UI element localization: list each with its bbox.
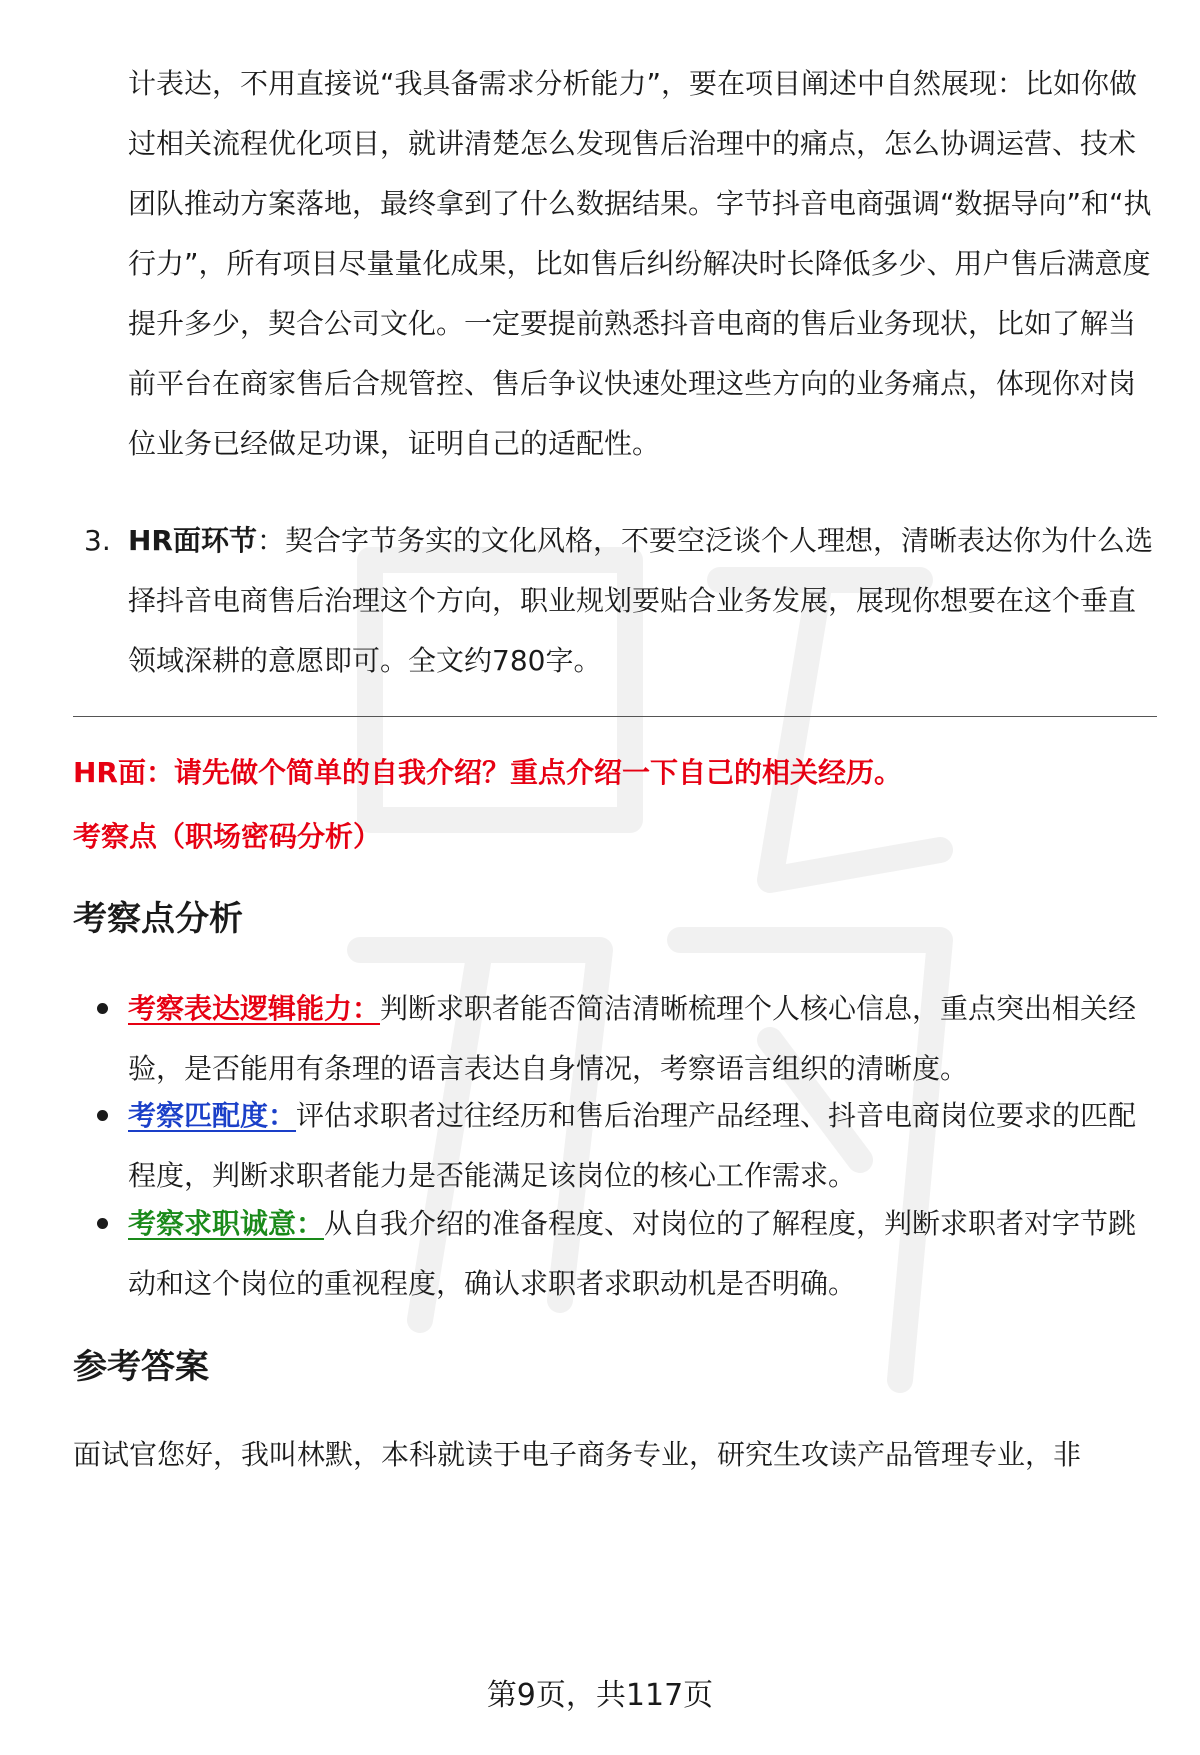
question-title: HR面：请先做个简单的自我介绍？重点介绍一下自己的相关经历。 [73,756,902,789]
question-subtitle: 考察点（职场密码分析） [73,820,382,853]
list-number: 3. [84,524,111,557]
list-item-hr-round [128,511,1158,691]
hr-round-label: HR面环节 [128,524,257,557]
hr-round-text: 契合字节务实的文化风格，不要空泛谈个人理想，清晰表达你为什么选择抖音电商售后治理这个方向，职业规划要贴合业务发展，展现你想要在这个垂直领域深耕的意愿即可。全文约780字。 [128,524,1154,677]
section-divider [73,716,1157,717]
list-item-logic [128,979,1158,1099]
page-number: 第9页，共117页 [486,1678,714,1713]
point-label-sincerity: 考察求职诚意： [128,1207,325,1240]
continued-paragraph: 计表达，不用直接说“我具备需求分析能力”，要在项目阐述中自然展现：比如你做过相关流程优化项目，就讲清楚怎么发现售后治理中的痛点，怎么协调运营、技术团队推动方案落地，最终拿到了什么数据结果。字节抖音电商强调“数据导向”和“执行力”，所有项目尽量量化成果，比如售后纠纷解决时长降低多少、用户售后满意度提升多少，契合公司文化。一定要提前熟悉抖音电商的售后业务现状，比如了解当前平台在商家售后合规管控、售后争议快速处理这些方向的业务痛点，体现你对岗位业务已经做足功课，证明自己的适配性。 [128,67,1152,460]
bullet-dot [97,1218,108,1229]
point-label-match: 考察匹配度： [128,1099,297,1132]
point-label-logic: 考察表达逻辑能力： [128,992,381,1025]
reference-heading: 参考答案 [73,1347,209,1387]
point-text-sincerity: 从自我介绍的准备程度、对岗位的了解程度，判断求职者对字节跳动和这个岗位的重视程度，确认求职者求职动机是否明确。 [128,1207,1137,1300]
point-text-logic: 判断求职者能否简洁清晰梳理个人核心信息，重点突出相关经验，是否能用有条理的语言表达自身情况，考察语言组织的清晰度。 [128,992,1137,1085]
hr-round-colon: ： [257,524,286,557]
bullet-dot [97,1003,108,1014]
list-item-match [128,1086,1158,1206]
reference-answer: 面试官您好，我叫林默，本科就读于电子商务专业，研究生攻读产品管理专业，非 [73,1438,1082,1471]
bullet-dot [97,1110,108,1121]
point-text-match: 评估求职者过往经历和售后治理产品经理、抖音电商岗位要求的匹配程度，判断求职者能力是否能满足该岗位的核心工作需求。 [128,1099,1137,1192]
list-item-sincerity [128,1194,1158,1314]
analysis-heading: 考察点分析 [73,899,243,939]
